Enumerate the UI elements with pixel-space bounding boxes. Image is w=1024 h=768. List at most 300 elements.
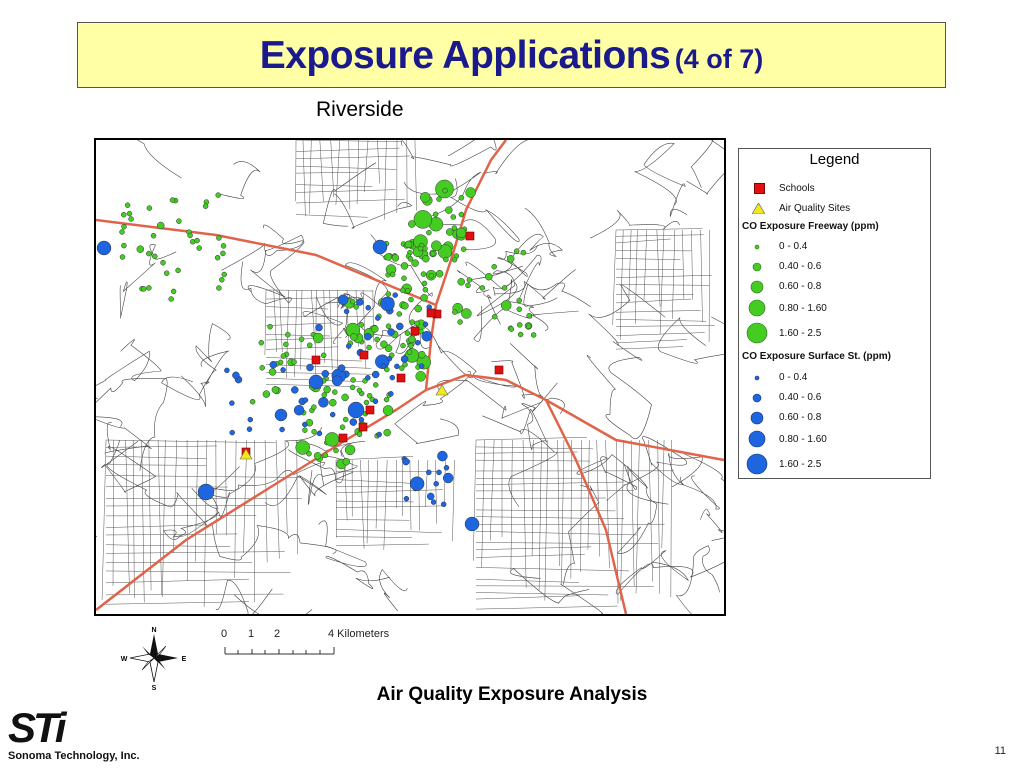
street-line <box>296 156 410 159</box>
map-canvas <box>96 140 724 614</box>
freeway-exposure-point <box>259 340 264 345</box>
compass-e: E <box>181 656 187 663</box>
road-line <box>96 398 151 454</box>
surface-exposure-point <box>280 427 285 432</box>
street-line <box>435 460 437 524</box>
surface-exposure-point <box>366 305 371 310</box>
freeway-exposure-point <box>386 324 391 329</box>
freeway-exposure-point <box>437 197 442 202</box>
street-line <box>106 545 230 547</box>
slide-subtitle: (4 of 7) <box>674 44 764 74</box>
street-line <box>415 140 417 211</box>
green-circle-icon <box>749 260 765 274</box>
street-line <box>113 440 114 586</box>
freeway-exposure-point <box>452 257 457 262</box>
freeway-exposure-point <box>436 270 443 277</box>
street-line <box>106 465 206 466</box>
street-line <box>296 199 405 203</box>
surface-exposure-point <box>330 412 335 417</box>
freeway-exposure-point <box>485 273 492 280</box>
freeway-exposure-point <box>392 254 399 261</box>
road-line <box>395 371 471 443</box>
street-line <box>419 460 420 530</box>
freeway-exposure-point <box>458 320 463 325</box>
surface-exposure-point <box>309 375 323 389</box>
street-line <box>320 140 324 202</box>
street-line <box>631 440 634 586</box>
street-line <box>658 440 660 594</box>
school-marker <box>495 366 503 374</box>
street-line <box>476 567 629 571</box>
freeway-exposure-point <box>527 313 532 318</box>
freeway-exposure-point <box>122 224 127 229</box>
road-line <box>589 285 666 345</box>
legend-label: 0.40 - 0.6 <box>779 392 822 403</box>
surface-exposure-point <box>437 470 442 475</box>
street-line <box>162 440 165 597</box>
street-line <box>581 440 582 572</box>
freeway-exposure-point <box>402 276 407 281</box>
street-line <box>336 460 337 538</box>
street-line <box>616 299 691 303</box>
freeway-exposure-point <box>215 255 220 260</box>
road-line <box>616 551 724 595</box>
page-number: 11 <box>994 745 1006 757</box>
legend-surface-class <box>739 455 930 473</box>
compass-s: S <box>151 685 157 692</box>
street-line <box>126 440 130 593</box>
school-marker <box>466 232 474 240</box>
freeway-exposure-point <box>501 300 511 310</box>
freeway-exposure-point <box>147 206 152 211</box>
street-line <box>482 440 485 567</box>
street-line <box>476 510 615 511</box>
legend-surface-header: CO Exposure Surface St. (ppm) <box>742 351 891 362</box>
road-line <box>524 283 591 307</box>
street-line <box>266 323 335 326</box>
freeway-exposure-point <box>416 371 426 381</box>
road-line <box>96 140 181 178</box>
surface-exposure-point <box>270 361 277 368</box>
freeway-exposure-point <box>492 264 497 269</box>
surface-exposure-point <box>381 297 395 311</box>
street-line <box>616 285 709 286</box>
road-line <box>711 317 724 372</box>
street-line <box>301 290 302 369</box>
freeway-exposure-point <box>222 272 227 277</box>
freeway-exposure-point <box>157 222 164 229</box>
freeway-exposure-point <box>407 350 412 355</box>
freeway-exposure-point <box>517 307 522 312</box>
freeway-exposure-point <box>272 386 279 393</box>
freeway-exposure-point <box>350 334 357 341</box>
freeway-exposure-point <box>343 458 350 465</box>
school-marker <box>411 327 419 335</box>
freeway-exposure-point <box>176 268 181 273</box>
freeway-exposure-point <box>421 294 428 301</box>
street-line <box>662 440 664 548</box>
red-square-icon <box>754 183 765 194</box>
street-line <box>106 602 249 605</box>
road-line <box>520 383 557 450</box>
freeway-exposure-point <box>340 425 345 430</box>
freeway-exposure-point <box>509 327 514 332</box>
legend-freeway-class <box>739 299 930 317</box>
surface-exposure-point <box>229 401 234 406</box>
freeway-exposure-point <box>343 417 348 422</box>
map-caption: Air Quality Exposure Analysis <box>376 684 648 705</box>
freeway-exposure-point <box>390 272 395 277</box>
green-circle-icon <box>743 321 771 345</box>
freeway-exposure-point <box>312 429 317 434</box>
freeway-exposure-point <box>421 272 426 277</box>
street-line <box>106 456 206 459</box>
freeway-exposure-point <box>121 212 126 217</box>
green-circle-icon <box>749 241 765 253</box>
road-line <box>380 570 408 612</box>
freeway-exposure-point <box>384 397 389 402</box>
street-line <box>616 235 704 237</box>
freeway-exposure-point <box>456 228 466 238</box>
freeway-exposure-point <box>334 448 339 453</box>
freeway-exposure-point <box>197 246 202 251</box>
map-frame[interactable] <box>94 138 726 616</box>
street-line <box>621 440 624 601</box>
street-line <box>266 297 344 299</box>
freeway-exposure-point <box>418 246 423 251</box>
freeway-exposure-point <box>281 354 286 359</box>
street-line <box>384 460 387 550</box>
yellow-triangle-icon <box>752 203 765 214</box>
freeway-exposure-point <box>203 204 208 209</box>
freeway-exposure-point <box>466 283 471 288</box>
surface-exposure-point <box>275 409 287 421</box>
street-line <box>330 290 333 370</box>
freeway-exposure-point <box>517 298 522 303</box>
street-line <box>336 480 416 484</box>
surface-exposure-point <box>317 431 322 436</box>
street-line <box>561 440 563 584</box>
street-line <box>266 347 338 350</box>
freeway-exposure-point <box>216 193 221 198</box>
company-logo <box>8 704 140 762</box>
north-arrow-icon <box>118 624 190 692</box>
street-line <box>476 592 608 595</box>
freeway-exposure-point <box>429 273 434 278</box>
street-line <box>367 460 369 543</box>
freeway-exposure-point <box>313 333 323 343</box>
freeway-exposure-point <box>342 394 349 401</box>
surface-exposure-point <box>404 496 409 501</box>
school-marker <box>366 406 374 414</box>
company-name: Sonoma Technology, Inc. <box>8 750 140 762</box>
freeway-exposure-point <box>188 233 193 238</box>
street-line <box>616 325 715 326</box>
school-marker <box>359 423 367 431</box>
street-line <box>473 440 476 561</box>
street-line <box>324 290 325 363</box>
map-legend <box>738 148 931 479</box>
freeway-exposure-point <box>380 341 387 348</box>
surface-exposure-point <box>443 473 453 483</box>
surface-exposure-point <box>359 417 364 422</box>
legend-surface-class <box>739 430 930 448</box>
road-line <box>590 210 679 238</box>
freeway-exposure-point <box>307 343 312 348</box>
freeway-exposure-point <box>120 230 125 235</box>
street-line <box>225 440 226 535</box>
blue-circle-icon <box>743 452 771 476</box>
surface-exposure-point <box>401 356 408 363</box>
surface-exposure-point <box>381 364 386 369</box>
freeway-exposure-point <box>492 314 497 319</box>
street-line <box>410 460 411 530</box>
street-line <box>701 230 703 322</box>
road-line <box>691 140 724 188</box>
freeway-exposure-point <box>322 392 327 397</box>
blue-circle-icon <box>749 372 765 384</box>
street-line <box>588 440 589 550</box>
street-line <box>106 440 276 443</box>
freeway-exposure-point <box>397 312 402 317</box>
road-line <box>677 546 720 614</box>
school-marker <box>397 374 405 382</box>
freeway-exposure-point <box>283 342 288 347</box>
freeway-exposure-point <box>351 378 356 383</box>
freeway-exposure-point <box>125 203 130 208</box>
freeway-exposure-point <box>385 253 392 260</box>
freeway-exposure-point <box>367 345 372 350</box>
street-line <box>682 230 683 299</box>
freeway-exposure-point <box>412 260 419 267</box>
street-line <box>425 460 428 507</box>
scale-tick-label: 2 <box>274 628 281 640</box>
legend-label: 1.60 - 2.5 <box>779 328 822 339</box>
legend-title: Legend <box>809 151 860 168</box>
freeway-exposure-point <box>299 337 304 342</box>
freeway-exposure-point <box>426 230 431 235</box>
surface-exposure-point <box>423 322 428 327</box>
freeway-exposure-point <box>408 256 413 261</box>
freeway-exposure-point <box>373 382 378 387</box>
surface-exposure-point <box>373 240 387 254</box>
surface-exposure-point <box>281 367 286 372</box>
freeway-exposure-point <box>371 326 378 333</box>
freeway-exposure-point <box>169 297 174 302</box>
road-line <box>668 453 719 509</box>
street-line <box>102 440 106 600</box>
street-line <box>452 460 454 541</box>
freeway-exposure-point <box>431 241 441 251</box>
freeway-exposure-point <box>518 332 523 337</box>
freeway-exposure-point <box>151 233 156 238</box>
school-marker <box>312 356 320 364</box>
street-line <box>657 230 660 307</box>
freeway-exposure-point <box>127 211 132 216</box>
freeway-exposure-point <box>383 405 393 415</box>
surface-exposure-point <box>465 517 479 531</box>
road-line <box>334 194 412 229</box>
street-line <box>296 148 399 151</box>
street-line <box>336 529 442 532</box>
legend-label: 0.60 - 0.8 <box>779 281 822 292</box>
freeway-exposure-point <box>386 292 391 297</box>
freeway-exposure-point <box>170 198 175 203</box>
street-line <box>476 579 579 582</box>
freeway-exposure-point <box>324 386 331 393</box>
legend-surface-class <box>739 368 930 386</box>
surface-exposure-point <box>393 293 398 298</box>
surface-exposure-point <box>198 484 214 500</box>
freeway-exposure-point <box>443 188 448 193</box>
street-line <box>142 440 145 602</box>
road-line <box>483 140 571 175</box>
surface-exposure-point <box>377 432 382 437</box>
legend-label: 0.80 - 1.60 <box>779 303 827 314</box>
street-line <box>616 275 712 277</box>
freeway-exposure-point <box>146 285 151 290</box>
freeway-exposure-point <box>415 321 420 326</box>
freeway-exposure-point <box>466 188 476 198</box>
road-line <box>684 454 724 588</box>
surface-exposure-point <box>364 333 371 340</box>
legend-label: Schools <box>779 183 815 194</box>
school-marker <box>339 434 347 442</box>
freeway-exposure-point <box>459 212 464 217</box>
freeway-exposure-point <box>221 243 226 248</box>
freeway-exposure-point <box>311 405 316 410</box>
street-line <box>558 440 560 566</box>
freeway-exposure-point <box>269 368 276 375</box>
freeway-exposure-point <box>367 393 372 398</box>
freeway-exposure-point <box>408 221 415 228</box>
compass-w: W <box>120 656 128 663</box>
surface-exposure-point <box>394 364 399 369</box>
surface-exposure-point <box>415 340 420 345</box>
road-line <box>469 208 562 280</box>
surface-exposure-point <box>373 399 378 404</box>
street-line <box>133 440 134 598</box>
street-line <box>336 537 412 538</box>
freeway-exposure-point <box>405 331 410 336</box>
road-line <box>420 327 516 387</box>
road-line <box>107 440 209 527</box>
freeway-exposure-point <box>420 192 430 202</box>
freeway-exposure-point <box>422 281 427 286</box>
freeway-exposure-point <box>405 288 410 293</box>
surface-exposure-point <box>294 405 304 415</box>
freeway-exposure-point <box>141 286 146 291</box>
freeway-exposure-point <box>345 445 355 455</box>
street-line <box>296 166 396 169</box>
freeway-exposure-point <box>458 278 465 285</box>
street-line <box>476 543 658 544</box>
freeway-exposure-point <box>216 236 221 241</box>
surface-exposure-point <box>97 241 111 255</box>
surface-exposure-point <box>390 375 395 380</box>
surface-exposure-point <box>426 470 431 475</box>
surface-exposure-point <box>322 370 329 377</box>
freeway-exposure-point <box>418 351 425 358</box>
freeway-exposure-point <box>459 195 464 200</box>
freeway-exposure-point <box>121 243 126 248</box>
legend-freeway-header: CO Exposure Freeway (ppm) <box>742 221 879 232</box>
legend-label: 0.80 - 1.60 <box>779 434 827 445</box>
freeway-exposure-point <box>410 320 415 325</box>
freeway-exposure-point <box>364 400 369 405</box>
street-line <box>692 230 693 299</box>
freeway-exposure-point <box>292 360 297 365</box>
freeway-exposure-point <box>164 271 169 276</box>
street-line <box>336 544 429 546</box>
street-line <box>336 501 414 502</box>
street-line <box>616 340 687 343</box>
freeway-exposure-point <box>176 219 181 224</box>
freeway-exposure-point <box>461 247 466 252</box>
surface-exposure-point <box>402 458 409 465</box>
freeway-exposure-point <box>120 255 125 260</box>
surface-exposure-point <box>316 324 323 331</box>
road-line <box>493 255 575 300</box>
street-line <box>331 140 334 197</box>
surface-exposure-point <box>444 465 449 470</box>
road-line <box>101 422 156 492</box>
surface-exposure-point <box>307 364 314 371</box>
street-line <box>616 258 680 259</box>
freeway-exposure-point <box>461 309 471 319</box>
slide-title: Exposure Applications <box>259 34 671 77</box>
street-line <box>106 594 284 595</box>
freeway-exposure-point <box>521 250 526 255</box>
street-line <box>384 140 386 220</box>
street-line <box>266 372 376 374</box>
freeway-exposure-point <box>526 324 531 329</box>
freeway-exposure-point <box>405 241 412 248</box>
freeway-exposure-point <box>409 297 414 302</box>
street-line <box>476 437 587 440</box>
street-line <box>360 460 364 549</box>
freeway-exposure-point <box>137 246 144 253</box>
map-title: Riverside <box>316 98 404 121</box>
freeway-exposure-point <box>332 390 337 395</box>
street-line <box>644 230 647 300</box>
surface-exposure-point <box>302 422 307 427</box>
street-line <box>402 460 403 516</box>
surface-exposure-point <box>332 376 342 386</box>
street-line <box>539 440 541 590</box>
road-line <box>618 466 669 553</box>
street-line <box>545 440 548 601</box>
scale-tick-label: 1 <box>248 628 255 640</box>
freeway-exposure-point <box>325 432 339 446</box>
surface-exposure-point <box>338 365 345 372</box>
surface-exposure-point <box>431 500 436 505</box>
surface-exposure-point <box>303 398 308 403</box>
freeway-exposure-point <box>357 388 362 393</box>
freeway-exposure-point <box>433 212 438 217</box>
street-line <box>297 440 298 554</box>
freeway-exposure-point <box>480 285 485 290</box>
surface-exposure-point <box>419 364 424 369</box>
freeway-exposure-point <box>329 399 336 406</box>
street-line <box>345 460 347 520</box>
street-line <box>511 440 512 570</box>
surface-exposure-point <box>372 371 379 378</box>
freeway-exposure-point <box>401 262 408 269</box>
street-line <box>476 554 585 557</box>
street-line <box>106 571 291 573</box>
street-line <box>265 290 266 355</box>
